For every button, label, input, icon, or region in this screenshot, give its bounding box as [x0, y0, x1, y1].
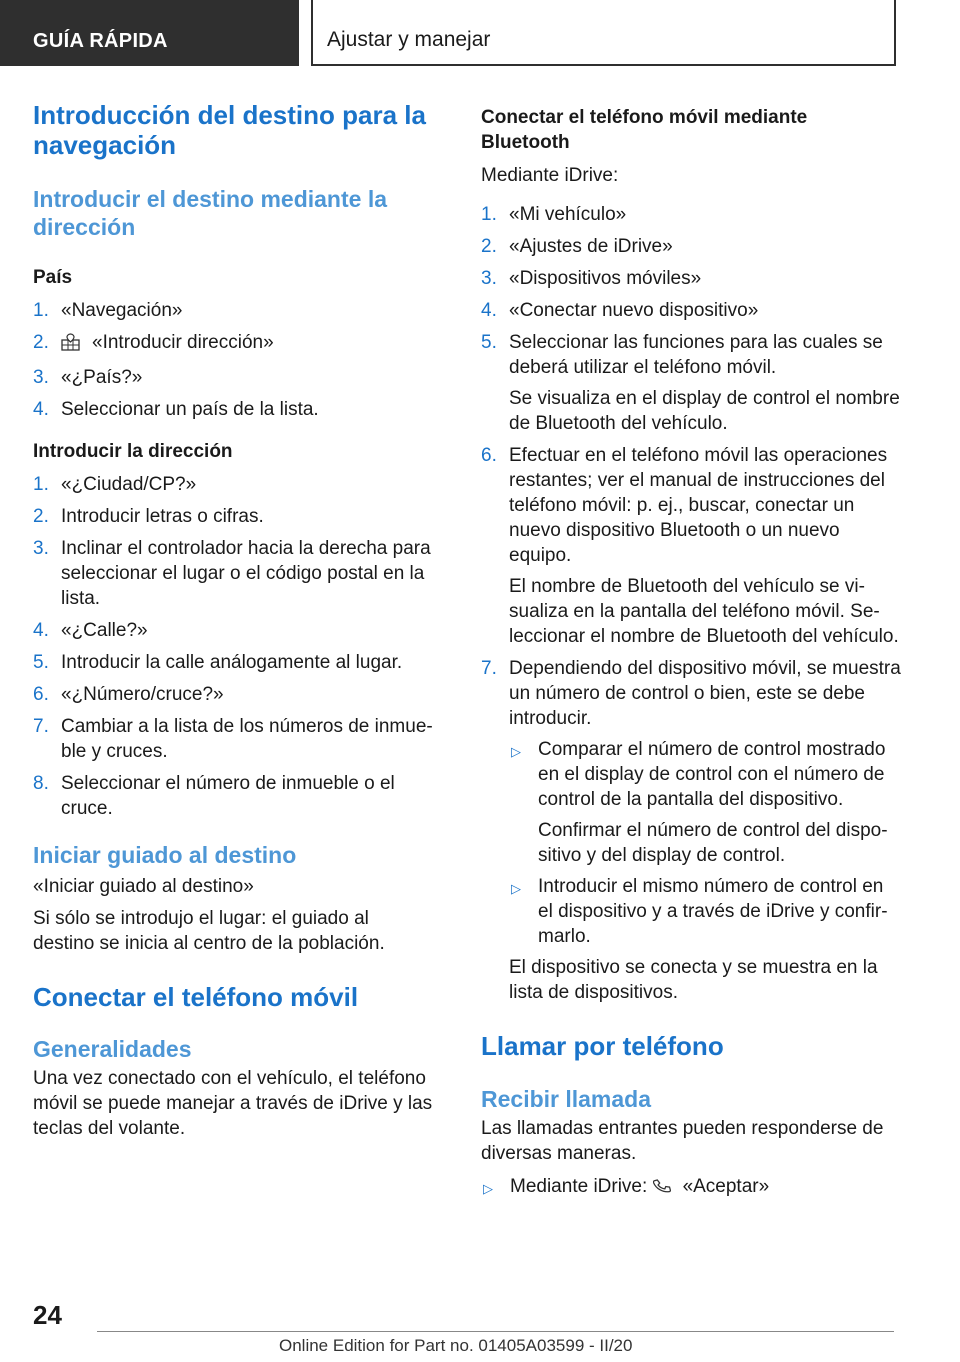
step-text: «Introducir dirección» [92, 332, 274, 353]
accept-line [653, 1176, 770, 1197]
bullet-item [509, 874, 901, 949]
list-number: 3. [33, 538, 49, 559]
section-tab: GUÍA RÁPIDA [0, 0, 299, 66]
list-item [33, 472, 433, 497]
heading-country: País [33, 267, 73, 288]
list-item [33, 536, 433, 611]
left-column [33, 100, 433, 1141]
footer-divider [97, 1331, 894, 1332]
receive-bullets [481, 1174, 901, 1202]
list-number: 7. [33, 716, 49, 737]
step-text: «¿Número/cruce?» [61, 684, 224, 705]
list-item [481, 266, 901, 291]
step-text: Inclinar el controlador hacia la derecha para seleccionar el lugar o el código postal en la lista. [61, 538, 431, 609]
list-item [33, 714, 433, 764]
step-note: El nombre de Bluetooth del vehículo se visualiza en la pantalla del teléfono móvil. Seleccionar el nombre de Bluetooth del vehículo. [509, 576, 899, 647]
general-text: Una vez conectado con el vehículo, el teléfono móvil se puede manejar a través de iDrive y las teclas del volante. [33, 1068, 433, 1139]
list-item [33, 771, 433, 821]
step-note: Se visualiza en el display de control el nombre de Bluetooth del vehículo. [509, 388, 900, 434]
start-guidance-text: Si sólo se introdujo el lugar: el guiado al destino se inicia al centro de la población. [33, 908, 385, 954]
step7-bullets [509, 737, 901, 949]
accept-command: «Aceptar» [682, 1176, 770, 1197]
heading-connect-phone: Conectar el teléfono móvil [33, 982, 359, 1012]
list-item [481, 234, 901, 259]
triangle-bullet-icon: ▷ [511, 881, 521, 896]
step-text: Dependiendo del dispositivo móvil, se muestra un número de control o bien, este se debe introducir. [509, 658, 901, 729]
list-number: 2. [33, 332, 49, 353]
step-text: Efectuar en el teléfono móvil las operaciones restantes; ver el manual de instrucciones del teléfono móvil: p. ej., buscar, conectar un nuevo dispositivo Bluetooth o un nuevo equipo. [509, 445, 888, 566]
step-text: «Ajustes de iDrive» [509, 236, 673, 257]
page-header [0, 0, 960, 66]
list-item [33, 618, 433, 643]
list-number: 3. [481, 268, 497, 289]
map-address-icon [61, 333, 80, 358]
list-number: 1. [33, 474, 49, 495]
heading-address-destination: Introducir el destino mediante la dirección [33, 186, 388, 240]
list-item [33, 682, 433, 707]
list-item [33, 330, 433, 358]
list-number: 1. [481, 204, 497, 225]
country-steps [33, 298, 433, 422]
step-note: El dispositivo se conecta y se muestra en la lista de dispositivos. [509, 957, 878, 1003]
bluetooth-steps [481, 202, 901, 1005]
footer-edition: Online Edition for Part no. 01405A03599 - II/20 [279, 1336, 633, 1355]
bullet-item [481, 1174, 901, 1202]
heading-bluetooth: Conectar el teléfono móvil mediante Bluetooth [481, 107, 808, 153]
list-item [481, 298, 901, 323]
heading-general: Generalidades [33, 1036, 192, 1062]
list-item [33, 397, 433, 422]
phone-icon [653, 1177, 671, 1202]
address-steps [33, 472, 433, 821]
list-number: 6. [481, 445, 497, 466]
heading-enter-address: Introducir la dirección [33, 441, 233, 462]
start-guidance-command: «Iniciar guiado al destino» [33, 876, 254, 897]
right-column [481, 105, 901, 1208]
receive-text: Las llamadas entrantes pueden responderse de diversas maneras. [481, 1118, 884, 1164]
step-text: «¿Calle?» [61, 620, 148, 641]
list-number: 4. [481, 300, 497, 321]
list-item [33, 365, 433, 390]
list-item [33, 298, 433, 323]
step-text: «Mi vehículo» [509, 204, 627, 225]
step-text: «Navegación» [61, 300, 183, 321]
step-text: Seleccionar un país de la lista. [61, 399, 319, 420]
list-number: 2. [33, 506, 49, 527]
step-text: «Conectar nuevo dispositivo» [509, 300, 759, 321]
heading-receive-call: Recibir llamada [481, 1086, 652, 1112]
list-item [481, 443, 901, 649]
list-item [481, 656, 901, 1005]
bluetooth-intro: Mediante iDrive: [481, 165, 619, 186]
triangle-bullet-icon: ▷ [483, 1181, 493, 1196]
list-number: 3. [33, 367, 49, 388]
list-number: 5. [33, 652, 49, 673]
step-text: Seleccionar las funciones para las cuales se deberá utilizar el teléfono móvil. [509, 332, 883, 378]
step-text: Introducir letras o cifras. [61, 506, 264, 527]
step-text: Seleccionar el número de inmueble o el cruce. [61, 773, 395, 819]
heading-navigation-destination: Introducción del destino para la navegación [33, 100, 426, 160]
list-number: 1. [33, 300, 49, 321]
list-item [481, 202, 901, 227]
heading-start-guidance: Iniciar guiado al destino [33, 842, 297, 868]
list-item [33, 504, 433, 529]
heading-call: Llamar por teléfono [481, 1031, 724, 1061]
bullet-note: Confirmar el número de control del dispositivo y del display de control. [538, 820, 888, 866]
triangle-bullet-icon: ▷ [511, 744, 521, 759]
list-number: 4. [33, 620, 49, 641]
step-text: Cambiar a la lista de los números de inmueble y cruces. [61, 716, 433, 762]
list-number: 2. [481, 236, 497, 257]
chapter-title: Ajustar y manejar [311, 0, 896, 66]
step-text: «¿Ciudad/CP?» [61, 474, 197, 495]
step-text: «¿País?» [61, 367, 143, 388]
list-number: 5. [481, 332, 497, 353]
list-item [481, 330, 901, 436]
bullet-text: Comparar el número de control mostrado en el display de control con el número de control de la pantalla del dispositivo. [538, 739, 886, 810]
list-item [33, 650, 433, 675]
bullet-item [509, 737, 901, 868]
list-number: 8. [33, 773, 49, 794]
list-number: 7. [481, 658, 497, 679]
step-text: Introducir la calle análogamente al lugar. [61, 652, 403, 673]
list-number: 4. [33, 399, 49, 420]
list-number: 6. [33, 684, 49, 705]
page-number: 24 [33, 1300, 62, 1330]
step-text: «Dispositivos móviles» [509, 268, 702, 289]
bullet-text: Introducir el mismo número de control en el dispositivo y a través de iDrive y confirmarlo. [538, 876, 888, 947]
bullet-text: Mediante iDrive: [510, 1176, 648, 1197]
